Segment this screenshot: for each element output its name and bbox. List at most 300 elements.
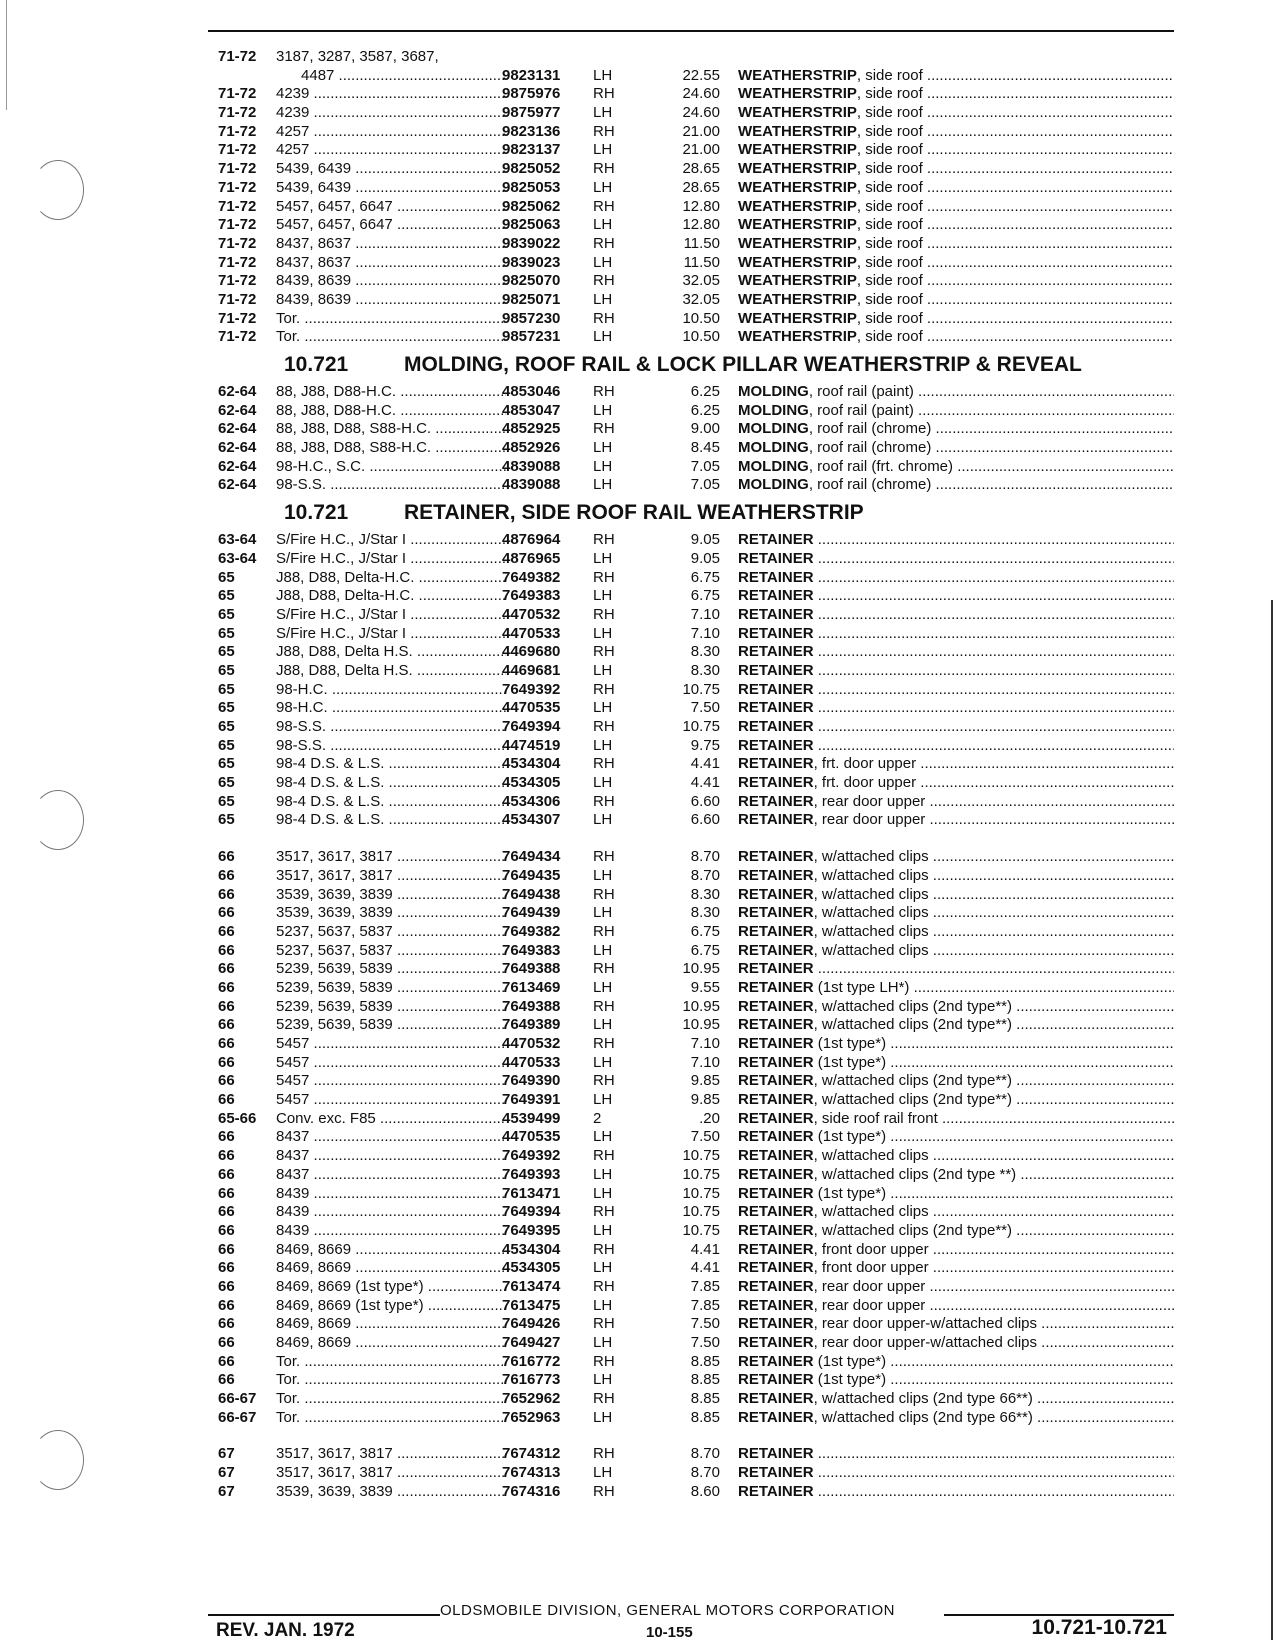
model-codes: 5439, 6439 ..... (276, 179, 506, 198)
part-name: WEATHERSTRIP (738, 309, 857, 327)
part-number: 4470532 (502, 605, 561, 623)
model-codes: 98-H.C. ..... (276, 699, 506, 718)
side-code: RH (593, 1072, 615, 1090)
part-number: 4534306 (502, 792, 561, 810)
part-name: RETAINER (738, 941, 814, 959)
part-row (208, 85, 1174, 104)
model-year: 66 (218, 997, 235, 1015)
price: 9.00 (690, 420, 720, 438)
part-number: 7616773 (502, 1371, 561, 1389)
part-name: RETAINER (738, 1445, 814, 1463)
part-detail: , w/attached clips (2nd type**) (813, 1016, 1012, 1034)
model-year: 65 (218, 680, 235, 698)
model-year: 66 (218, 1016, 235, 1034)
part-row (208, 179, 1174, 198)
model-year: 66 (218, 1165, 235, 1183)
part-row (208, 254, 1174, 273)
part-description (738, 328, 1174, 347)
model-codes: 3539, 3639, 3839 ..... (276, 904, 506, 923)
part-row (208, 979, 1174, 998)
price: 8.85 (690, 1390, 720, 1408)
part-row (208, 569, 1174, 588)
part-detail: , side roof (856, 253, 923, 271)
model-codes: 98-4 D.S. & L.S. ..... (276, 793, 506, 812)
part-description (738, 681, 1174, 700)
part-name: RETAINER (738, 1240, 814, 1258)
part-description (738, 1371, 1174, 1390)
model-codes: 88, J88, D88, S88-H.C. ..... (276, 420, 506, 439)
model-year: 67 (218, 1445, 235, 1463)
model-codes: J88, D88, Delta-H.C. ..... (276, 569, 506, 588)
part-number: 4534307 (502, 811, 561, 829)
part-detail: , rear door upper-w/attached clips (813, 1315, 1038, 1333)
model-year: 71-72 (218, 104, 257, 122)
part-name: RETAINER (738, 1259, 814, 1277)
model-codes: 5457 ..... (276, 1072, 506, 1091)
part-number: 9839022 (502, 234, 561, 252)
part-number: 4470533 (502, 624, 561, 642)
part-detail: , roof rail (paint) (808, 401, 914, 419)
part-detail: , roof rail (chrome) (808, 439, 932, 457)
price: 9.75 (690, 736, 720, 754)
part-number: 4470532 (502, 1035, 561, 1052)
part-name: RETAINER (738, 680, 814, 698)
part-description (738, 1110, 1174, 1129)
part-name: RETAINER (738, 1091, 814, 1109)
price: 12.80 (682, 216, 720, 234)
part-description (738, 848, 1174, 867)
part-number: 7652963 (502, 1408, 561, 1426)
model-codes: 8469, 8669 (1st type*) ..... (276, 1278, 506, 1297)
part-name: RETAINER (738, 661, 814, 679)
part-row (208, 1091, 1174, 1110)
price: 9.05 (690, 549, 720, 567)
part-description (738, 291, 1174, 310)
side-code: 2 (593, 1109, 602, 1127)
side-code: RH (593, 1035, 615, 1052)
part-row (208, 1072, 1174, 1091)
part-row (208, 699, 1174, 718)
model-codes: 5239, 5639, 5839 ..... (276, 1016, 506, 1035)
part-description (738, 718, 1174, 737)
part-name: RETAINER (738, 1184, 814, 1202)
side-code: RH (593, 1482, 615, 1500)
part-description (738, 1166, 1174, 1185)
part-detail: , w/attached clips (2nd type**) (813, 1072, 1012, 1090)
model-year: 66-67 (218, 1408, 257, 1426)
model-codes: 8437 ..... (276, 1166, 506, 1185)
model-codes: 8469, 8669 ..... (276, 1259, 506, 1278)
side-code: LH (593, 978, 613, 996)
part-description (738, 272, 1174, 291)
part-row (208, 1297, 1174, 1316)
price: 8.30 (690, 661, 720, 679)
model-year: 66 (218, 1072, 235, 1090)
model-codes: 98-S.S. ..... (276, 737, 506, 756)
part-detail: , front door upper (813, 1259, 929, 1277)
part-row (208, 160, 1174, 179)
part-description (738, 123, 1174, 142)
part-row (208, 235, 1174, 254)
part-name: RETAINER (738, 1408, 814, 1426)
part-description (738, 979, 1174, 998)
part-description (738, 1390, 1174, 1409)
part-number: 9875977 (502, 104, 561, 122)
part-name: WEATHERSTRIP (738, 216, 857, 234)
price: 6.60 (690, 811, 720, 829)
part-row (208, 458, 1174, 477)
side-code: RH (593, 755, 615, 773)
part-number: 4853046 (502, 383, 561, 400)
model-codes: 3539, 3639, 3839 ..... (276, 886, 506, 905)
price: 6.75 (690, 941, 720, 959)
model-codes: 8437 ..... (276, 1147, 506, 1166)
model-year: 67 (218, 1482, 235, 1500)
part-row (208, 606, 1174, 625)
part-number: 4853047 (502, 401, 561, 419)
part-name: RETAINER (738, 1277, 814, 1295)
part-detail: , w/attached clips (813, 848, 929, 866)
part-number: 7674312 (502, 1445, 561, 1463)
part-description (738, 160, 1174, 179)
part-row (208, 1241, 1174, 1260)
part-row (208, 123, 1174, 142)
part-detail: , w/attached clips (813, 1203, 929, 1221)
part-name: RETAINER (738, 997, 814, 1015)
model-year: 71-72 (218, 290, 257, 308)
part-number: 7649395 (502, 1221, 561, 1239)
model-year: 71-72 (218, 309, 257, 327)
part-description (738, 254, 1174, 273)
side-code: LH (593, 1165, 613, 1183)
part-row (208, 1259, 1174, 1278)
part-row (208, 550, 1174, 569)
part-detail: , w/attached clips (2nd type 66**) (813, 1390, 1033, 1408)
price: 8.70 (690, 866, 720, 884)
part-number: 7649388 (502, 960, 561, 978)
part-row (208, 1464, 1174, 1483)
part-description (738, 886, 1174, 905)
model-codes: Conv. exc. F85 ..... (276, 1110, 506, 1129)
model-year: 66 (218, 904, 235, 922)
part-number: 9825052 (502, 160, 561, 178)
part-number: 9857231 (502, 328, 561, 346)
model-codes: 4487 ..... (276, 67, 506, 86)
part-name: RETAINER (738, 1221, 814, 1239)
part-number: 4852925 (502, 420, 561, 438)
part-description (738, 793, 1174, 812)
model-year: 71-72 (218, 160, 257, 178)
part-description (738, 310, 1174, 329)
part-description (738, 476, 1174, 495)
side-code: RH (593, 1315, 615, 1333)
footer-section-range: 10.721-10.721 (1031, 1616, 1167, 1639)
part-number: 7649427 (502, 1334, 561, 1351)
model-codes: 98-4 D.S. & L.S. ..... (276, 755, 506, 774)
part-detail: , w/attached clips (2nd type**) (813, 1221, 1012, 1239)
part-detail: , side roof (856, 122, 923, 140)
part-name: RETAINER (738, 1053, 814, 1071)
footer-revision: REV. JAN. 1972 (216, 1620, 355, 1641)
part-description (738, 904, 1174, 923)
part-number: 7649438 (502, 885, 561, 903)
part-number: 4469680 (502, 643, 561, 661)
side-code: RH (593, 1203, 615, 1221)
price: 8.60 (690, 1482, 720, 1500)
price: 8.30 (690, 643, 720, 661)
section-title: RETAINER, SIDE ROOF RAIL WEATHERSTRIP (404, 501, 864, 525)
section-title: MOLDING, ROOF RAIL & LOCK PILLAR WEATHERSTRIP & REVEAL (404, 353, 1082, 376)
model-codes: 4257 ..... (276, 141, 506, 160)
part-detail: , w/attached clips (2nd type **) (813, 1165, 1017, 1183)
part-name: RETAINER (738, 549, 814, 567)
side-code: RH (593, 997, 615, 1015)
model-year: 65 (218, 718, 235, 735)
model-codes: Tor. ..... (276, 310, 506, 329)
part-detail: (1st type*) (813, 1371, 887, 1389)
price: 28.65 (682, 160, 720, 178)
model-year: 62-64 (218, 383, 257, 400)
part-number: 4539499 (502, 1109, 561, 1127)
part-row (208, 793, 1174, 812)
model-codes: 98-S.S. ..... (276, 476, 506, 495)
part-description (738, 235, 1174, 254)
price: 10.95 (682, 1016, 720, 1034)
price: .20 (699, 1109, 720, 1127)
side-code: LH (593, 1184, 613, 1202)
price: 9.85 (690, 1072, 720, 1090)
model-codes: 3517, 3617, 3817 ..... (276, 1445, 506, 1464)
part-description (738, 402, 1174, 421)
side-code: LH (593, 699, 613, 717)
part-number: 9875976 (502, 85, 561, 103)
price: 7.50 (690, 1334, 720, 1351)
part-row (208, 48, 1174, 67)
section-number: 10.721 (284, 501, 349, 525)
part-description (738, 1091, 1174, 1110)
model-codes: 98-H.C. ..... (276, 681, 506, 700)
part-number: 4839088 (502, 457, 561, 475)
model-year: 63-64 (218, 549, 257, 567)
part-name: WEATHERSTRIP (738, 141, 857, 159)
part-name: RETAINER (738, 1482, 814, 1500)
part-name: WEATHERSTRIP (738, 272, 857, 290)
part-row (208, 942, 1174, 961)
part-name: RETAINER (738, 774, 814, 792)
part-name: WEATHERSTRIP (738, 253, 857, 271)
part-description (738, 1016, 1174, 1035)
model-year: 65 (218, 643, 235, 661)
model-year: 65 (218, 605, 235, 623)
part-row (208, 1353, 1174, 1372)
price: 7.50 (690, 699, 720, 717)
model-year: 62-64 (218, 401, 257, 419)
part-number: 9823131 (502, 66, 561, 84)
part-detail: , side roof (856, 197, 923, 215)
part-number: 7613469 (502, 978, 561, 996)
part-row (208, 1054, 1174, 1073)
part-name: RETAINER (738, 811, 814, 829)
part-detail: , side roof (856, 272, 923, 290)
part-number: 4876965 (502, 549, 561, 567)
part-name: RETAINER (738, 866, 814, 884)
binder-hole-icon (32, 790, 84, 850)
price: 4.41 (690, 774, 720, 792)
model-codes: 8439 ..... (276, 1222, 506, 1241)
model-codes: 5237, 5637, 5837 ..... (276, 942, 506, 961)
model-codes: 5457 ..... (276, 1091, 506, 1110)
price: 8.45 (690, 439, 720, 457)
part-number: 7649392 (502, 1147, 561, 1165)
model-year: 65 (218, 699, 235, 717)
side-code: RH (593, 718, 615, 735)
side-code: RH (593, 643, 615, 661)
part-name: RETAINER (738, 1464, 814, 1482)
price: 28.65 (682, 178, 720, 196)
model-codes: 5237, 5637, 5837 ..... (276, 923, 506, 942)
model-year: 66 (218, 885, 235, 903)
part-name: MOLDING (738, 401, 809, 419)
model-year: 66 (218, 1259, 235, 1277)
side-code: LH (593, 476, 613, 494)
model-year: 65 (218, 736, 235, 754)
price: 7.10 (690, 1035, 720, 1052)
part-detail: , w/attached clips (813, 922, 929, 940)
part-number: 7649435 (502, 866, 561, 884)
side-code: RH (593, 848, 615, 866)
part-number: 7649383 (502, 941, 561, 959)
model-year: 71-72 (218, 122, 257, 140)
part-row (208, 1371, 1174, 1390)
part-name: RETAINER (738, 885, 814, 903)
side-code: LH (593, 1053, 613, 1071)
part-number: 7649394 (502, 718, 561, 735)
section-heading (208, 347, 1174, 383)
model-year: 71-72 (218, 272, 257, 290)
side-code: LH (593, 774, 613, 792)
part-detail: , rear door upper-w/attached clips (813, 1334, 1038, 1351)
part-name: RETAINER (738, 699, 814, 717)
part-name: RETAINER (738, 792, 814, 810)
model-codes: 88, J88, D88, S88-H.C. ..... (276, 439, 506, 458)
model-year: 62-64 (218, 420, 257, 438)
side-code: RH (593, 383, 615, 400)
part-name: RETAINER (738, 960, 814, 978)
part-name: WEATHERSTRIP (738, 66, 857, 84)
part-number: 7649382 (502, 922, 561, 940)
price: 10.75 (682, 718, 720, 735)
price: 9.55 (690, 978, 720, 996)
model-codes: 98-4 D.S. & L.S. ..... (276, 811, 506, 830)
part-number: 7613475 (502, 1296, 561, 1314)
part-detail: (1st type*) (813, 1128, 887, 1146)
price: 6.60 (690, 792, 720, 810)
model-year: 66 (218, 1371, 235, 1389)
side-code: RH (593, 309, 615, 327)
part-detail: , side roof (856, 66, 923, 84)
part-row (208, 848, 1174, 867)
part-description (738, 1259, 1174, 1278)
price: 21.00 (682, 122, 720, 140)
model-codes: 4257 ..... (276, 123, 506, 142)
model-codes: S/Fire H.C., J/Star I ..... (276, 606, 506, 625)
part-description (738, 458, 1174, 477)
part-detail: , roof rail (chrome) (808, 476, 932, 494)
part-detail: , w/attached clips (2nd type**) (813, 1091, 1012, 1109)
binder-hole-icon (32, 1430, 84, 1490)
model-codes: 3517, 3617, 3817 ..... (276, 867, 506, 886)
part-name: RETAINER (738, 1352, 814, 1370)
side-code: RH (593, 885, 615, 903)
top-rule (208, 30, 1174, 32)
side-code: LH (593, 1408, 613, 1426)
part-name: RETAINER (738, 904, 814, 922)
part-name: RETAINER (738, 1109, 814, 1127)
model-codes: 8469, 8669 ..... (276, 1334, 506, 1353)
part-row (208, 1166, 1174, 1185)
part-row (208, 291, 1174, 310)
model-codes: 8437, 8637 ..... (276, 254, 506, 273)
model-year: 66 (218, 1035, 235, 1052)
part-row (208, 1334, 1174, 1353)
part-row (208, 811, 1174, 830)
part-row (208, 1278, 1174, 1297)
side-code: LH (593, 1334, 613, 1351)
model-codes: 8469, 8669 (1st type*) ..... (276, 1297, 506, 1316)
section-heading (208, 495, 1174, 531)
part-detail: , front door upper (813, 1240, 929, 1258)
part-number: 7649394 (502, 1203, 561, 1221)
part-number: 4534304 (502, 1240, 561, 1258)
side-code: RH (593, 234, 615, 252)
part-name: MOLDING (738, 457, 809, 475)
price: 24.60 (682, 104, 720, 122)
part-name: RETAINER (738, 1035, 814, 1052)
part-number: 7649383 (502, 587, 561, 605)
model-year: 66 (218, 1352, 235, 1370)
price: 9.85 (690, 1091, 720, 1109)
part-row (208, 420, 1174, 439)
model-year: 65-66 (218, 1109, 257, 1127)
model-year: 65 (218, 774, 235, 792)
model-codes: J88, D88, Delta-H.C. ..... (276, 587, 506, 606)
price: 7.10 (690, 1053, 720, 1071)
model-codes: 5457, 6457, 6647 ..... (276, 198, 506, 217)
part-detail: , w/attached clips (813, 866, 929, 884)
side-code: RH (593, 122, 615, 140)
part-number: 7649389 (502, 1016, 561, 1034)
part-description (738, 625, 1174, 644)
side-code: RH (593, 792, 615, 810)
part-detail: , roof rail (chrome) (808, 420, 932, 438)
price: 10.95 (682, 997, 720, 1015)
side-code: LH (593, 866, 613, 884)
side-code: LH (593, 941, 613, 959)
part-detail: , rear door upper (813, 1296, 926, 1314)
part-row (208, 718, 1174, 737)
part-number: 7649382 (502, 568, 561, 586)
price: 8.85 (690, 1371, 720, 1389)
part-description (738, 1054, 1174, 1073)
part-description (738, 1353, 1174, 1372)
part-row (208, 960, 1174, 979)
model-year: 66-67 (218, 1390, 257, 1408)
price: 7.85 (690, 1296, 720, 1314)
model-year: 66 (218, 1203, 235, 1221)
price: 7.05 (690, 457, 720, 475)
part-name: WEATHERSTRIP (738, 328, 857, 346)
part-number: 7649439 (502, 904, 561, 922)
